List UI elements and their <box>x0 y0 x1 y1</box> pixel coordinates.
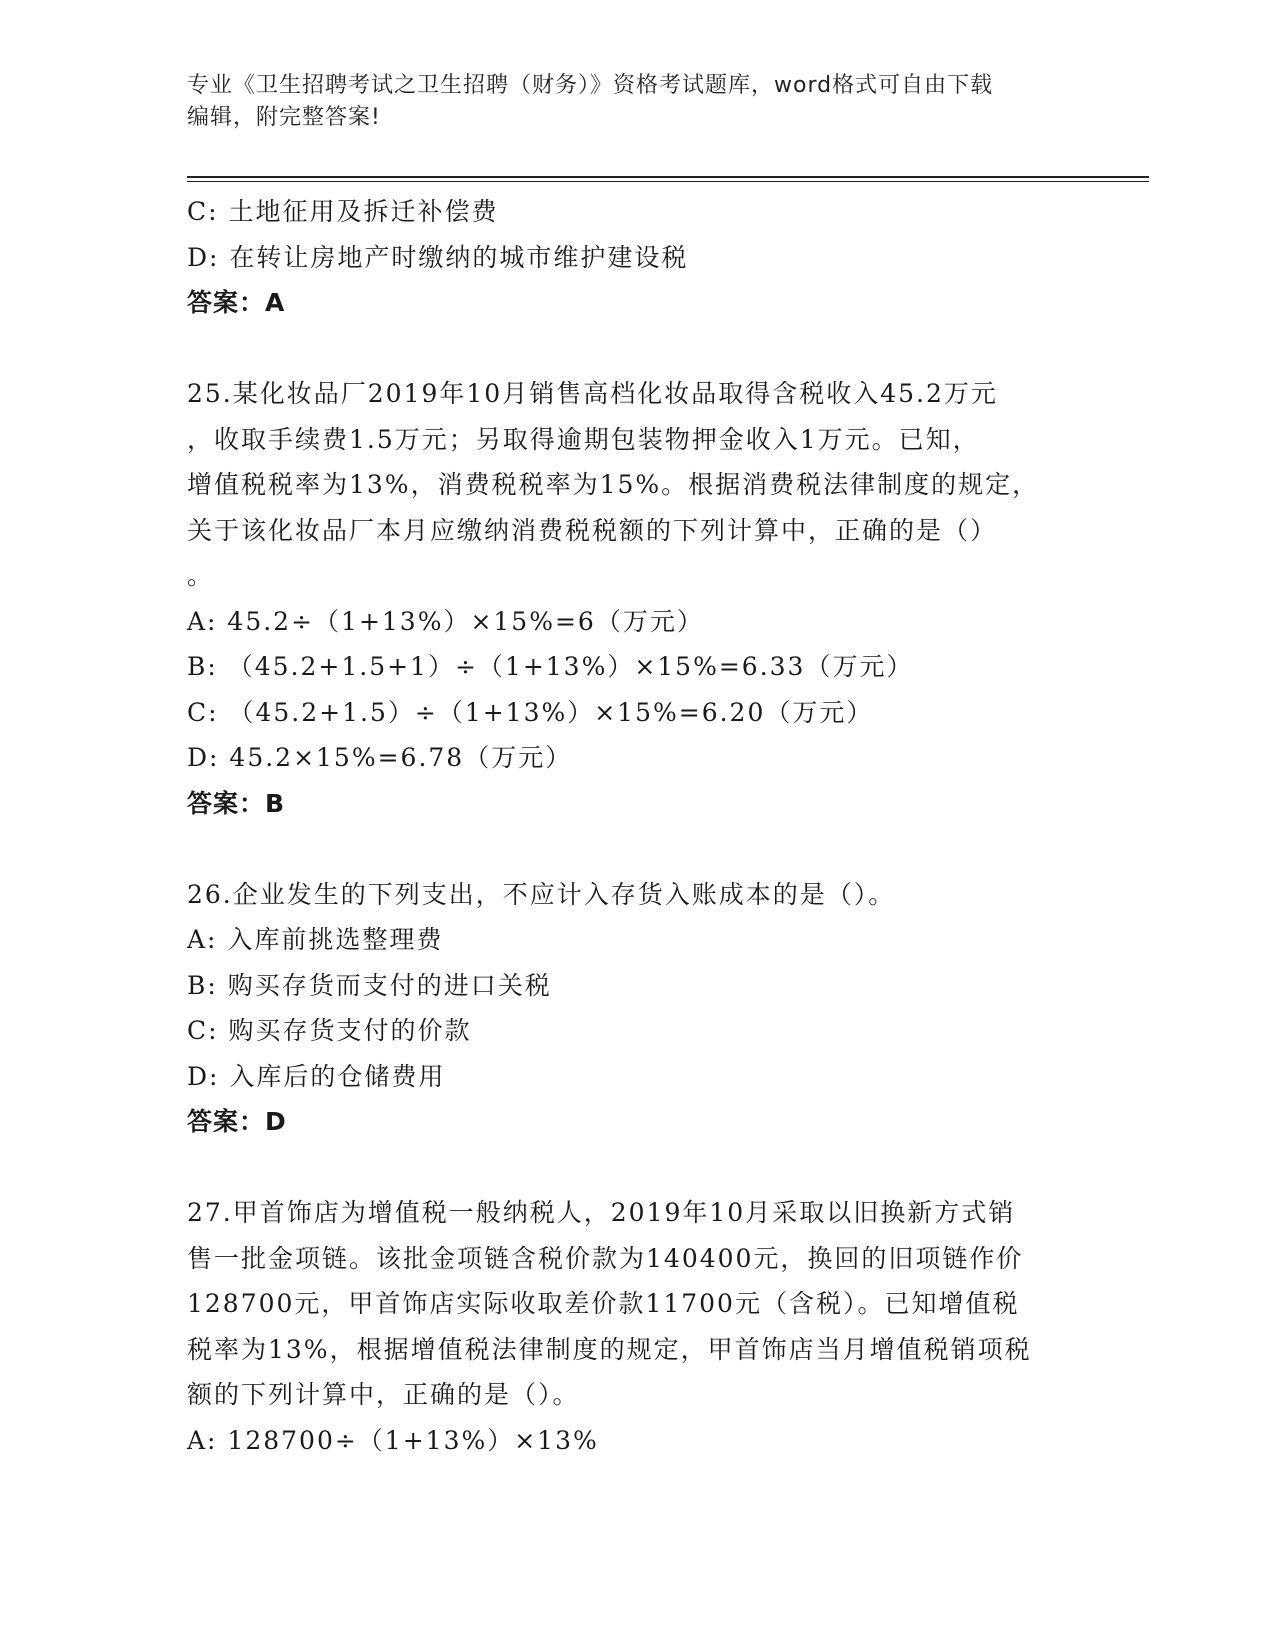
answer-line: 答案：B <box>187 788 286 818</box>
question-text-line: 关于该化妆品厂本月应缴纳消费税税额的下列计算中，正确的是（） <box>187 515 998 545</box>
spacer <box>187 1145 1077 1191</box>
question-text-line: 。 <box>187 561 215 590</box>
answer-line: 答案：A <box>187 288 286 317</box>
header-rule-thin <box>187 181 1149 182</box>
question-text-line: 128700元，甲首饰店实际收取差价款11700元（含税）。已知增值税 <box>187 1289 1020 1318</box>
header-line-2: 编辑，附完整答案! <box>187 105 381 130</box>
option-a: A: 45.2÷（1+13%）×15%=6（万元） <box>187 606 704 636</box>
question-26 <box>187 872 1077 1145</box>
question-text-line: 25.某化妆品厂2019年10月销售高档化妆品取得含税收入45.2万元 <box>187 379 998 408</box>
question-25 <box>187 371 1077 826</box>
question-text-line: 税率为13%，根据增值税法律制度的规定，甲首饰店当月增值税销项税 <box>187 1334 1032 1364</box>
option-b: B: （45.2+1.5+1）÷（1+13%）×15%=6.33（万元） <box>187 652 914 681</box>
spacer <box>187 826 1077 872</box>
option-d: D: 45.2×15%=6.78（万元） <box>187 743 573 772</box>
option-d: D: 入库后的仓储费用 <box>187 1061 446 1091</box>
header-line-1: 专业《卫生招聘考试之卫生招聘（财务）》资格考试题库，word格式可自由下载 <box>187 73 994 98</box>
option-a: A: 128700÷（1+13%）×13% <box>187 1425 599 1455</box>
prev-question-block <box>187 189 1077 326</box>
answer-line: 答案：D <box>187 1107 287 1136</box>
question-text-line: 增值税税率为13%，消费税税率为15%。根据消费税法律制度的规定， <box>187 470 1040 499</box>
question-text-line: 27.甲首饰店为增值税一般纳税人，2019年10月采取以旧换新方式销 <box>187 1198 1016 1227</box>
question-text-line: ，收取手续费1.5万元；另取得逾期包装物押金收入1万元。已知， <box>187 424 980 454</box>
option-d: D: 在转让房地产时缴纳的城市维护建设税 <box>187 242 689 272</box>
page-header <box>187 70 1067 134</box>
question-content <box>187 189 1077 1463</box>
option-c: C: 购买存货支付的价款 <box>187 1016 472 1045</box>
option-c: C: 土地征用及拆迁补偿费 <box>187 197 499 226</box>
question-text-line: 售一批金项链。该批金项链含税价款为140400元，换回的旧项链作价 <box>187 1243 1024 1273</box>
option-a: A: 入库前挑选整理费 <box>187 925 444 954</box>
option-c: C: （45.2+1.5）÷（1+13%）×15%=6.20（万元） <box>187 697 874 727</box>
question-text-line: 额的下列计算中，正确的是（）。 <box>187 1380 580 1409</box>
question-27 <box>187 1190 1077 1463</box>
question-text-line: 26.企业发生的下列支出，不应计入存货入账成本的是（）。 <box>187 879 896 909</box>
spacer <box>187 326 1077 372</box>
header-rule-thick <box>187 176 1149 178</box>
option-b: B: 购买存货而支付的进口关税 <box>187 970 552 1000</box>
